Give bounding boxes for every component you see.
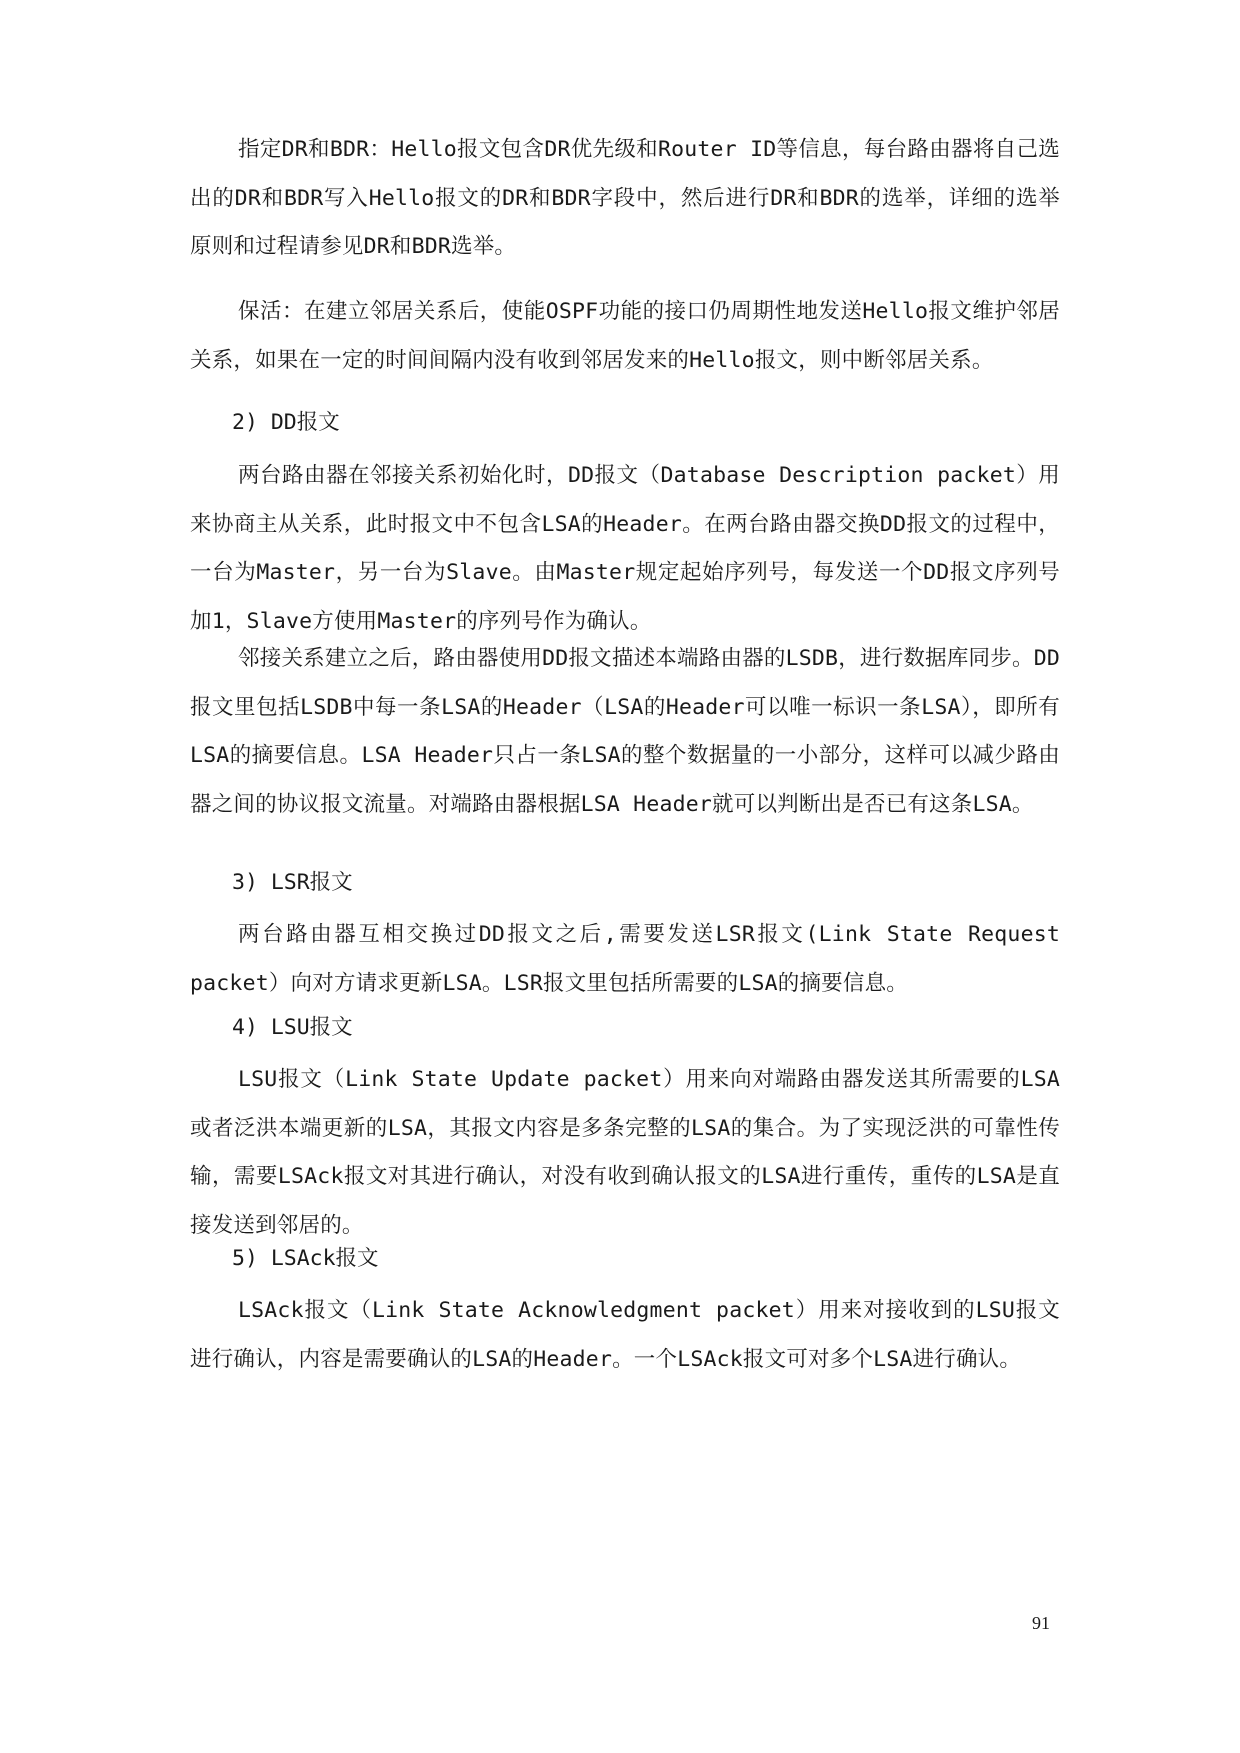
paragraph-keepalive: 保活：在建立邻居关系后，使能OSPF功能的接口仍周期性地发送Hello报文维护邻居关系，如果在一定的时间间隔内没有收到邻居发来的Hello报文，则中断邻居关系。 bbox=[190, 299, 1060, 373]
document-page bbox=[190, 0, 1060, 1753]
heading-lsr-packet: 3) LSR报文 bbox=[232, 870, 353, 895]
paragraph-dr-bdr: 指定DR和BDR：Hello报文包含DR优先级和Router ID等信息，每台路由器将自己选出的DR和BDR写入Hello报文的DR和BDR字段中，然后进行DR和BDR的选举，详细的选举原则和过程请参见DR和BDR选举。 bbox=[190, 137, 1060, 259]
paragraph-dd-master-slave: 两台路由器在邻接关系初始化时，DD报文（Database Description packet）用来协商主从关系，此时报文中不包含LSA的Header。在两台路由器交换DD报文的过程中，一台为Master，另一台为Slave。由Master规定起始序列号，每发送一个DD报文序列号加1，Slave方使用Master的序列号作为确认。 bbox=[190, 463, 1060, 634]
heading-lsu-packet: 4) LSU报文 bbox=[232, 1015, 353, 1040]
page-number: 91 bbox=[1032, 1613, 1050, 1633]
heading-dd-packet: 2) DD报文 bbox=[232, 410, 340, 435]
heading-lsack-packet: 5) LSAck报文 bbox=[232, 1246, 379, 1271]
paragraph-lsu: LSU报文（Link State Update packet）用来向对端路由器发送其所需要的LSA或者泛洪本端更新的LSA，其报文内容是多条完整的LSA的集合。为了实现泛洪的可靠性传输，需要LSAck报文对其进行确认，对没有收到确认报文的LSA进行重传，重传的LSA是直接发送到邻居的。 bbox=[190, 1067, 1060, 1238]
paragraph-lsr: 两台路由器互相交换过DD报文之后,需要发送LSR报文(Link State Request packet）向对方请求更新LSA。LSR报文里包括所需要的LSA的摘要信息。 bbox=[190, 922, 1060, 996]
paragraph-dd-lsdb-sync: 邻接关系建立之后，路由器使用DD报文描述本端路由器的LSDB，进行数据库同步。DD报文里包括LSDB中每一条LSA的Header（LSA的Header可以唯一标识一条LSA），即所有LSA的摘要信息。LSA Header只占一条LSA的整个数据量的一小部分，这样可以减少路由器之间的协议报文流量。对端路由器根据LSA Header就可以判断出是否已有这条LSA。 bbox=[190, 646, 1060, 817]
paragraph-lsack: LSAck报文（Link State Acknowledgment packet）用来对接收到的LSU报文进行确认，内容是需要确认的LSA的Header。一个LSAck报文可对多个LSA进行确认。 bbox=[190, 1298, 1060, 1372]
